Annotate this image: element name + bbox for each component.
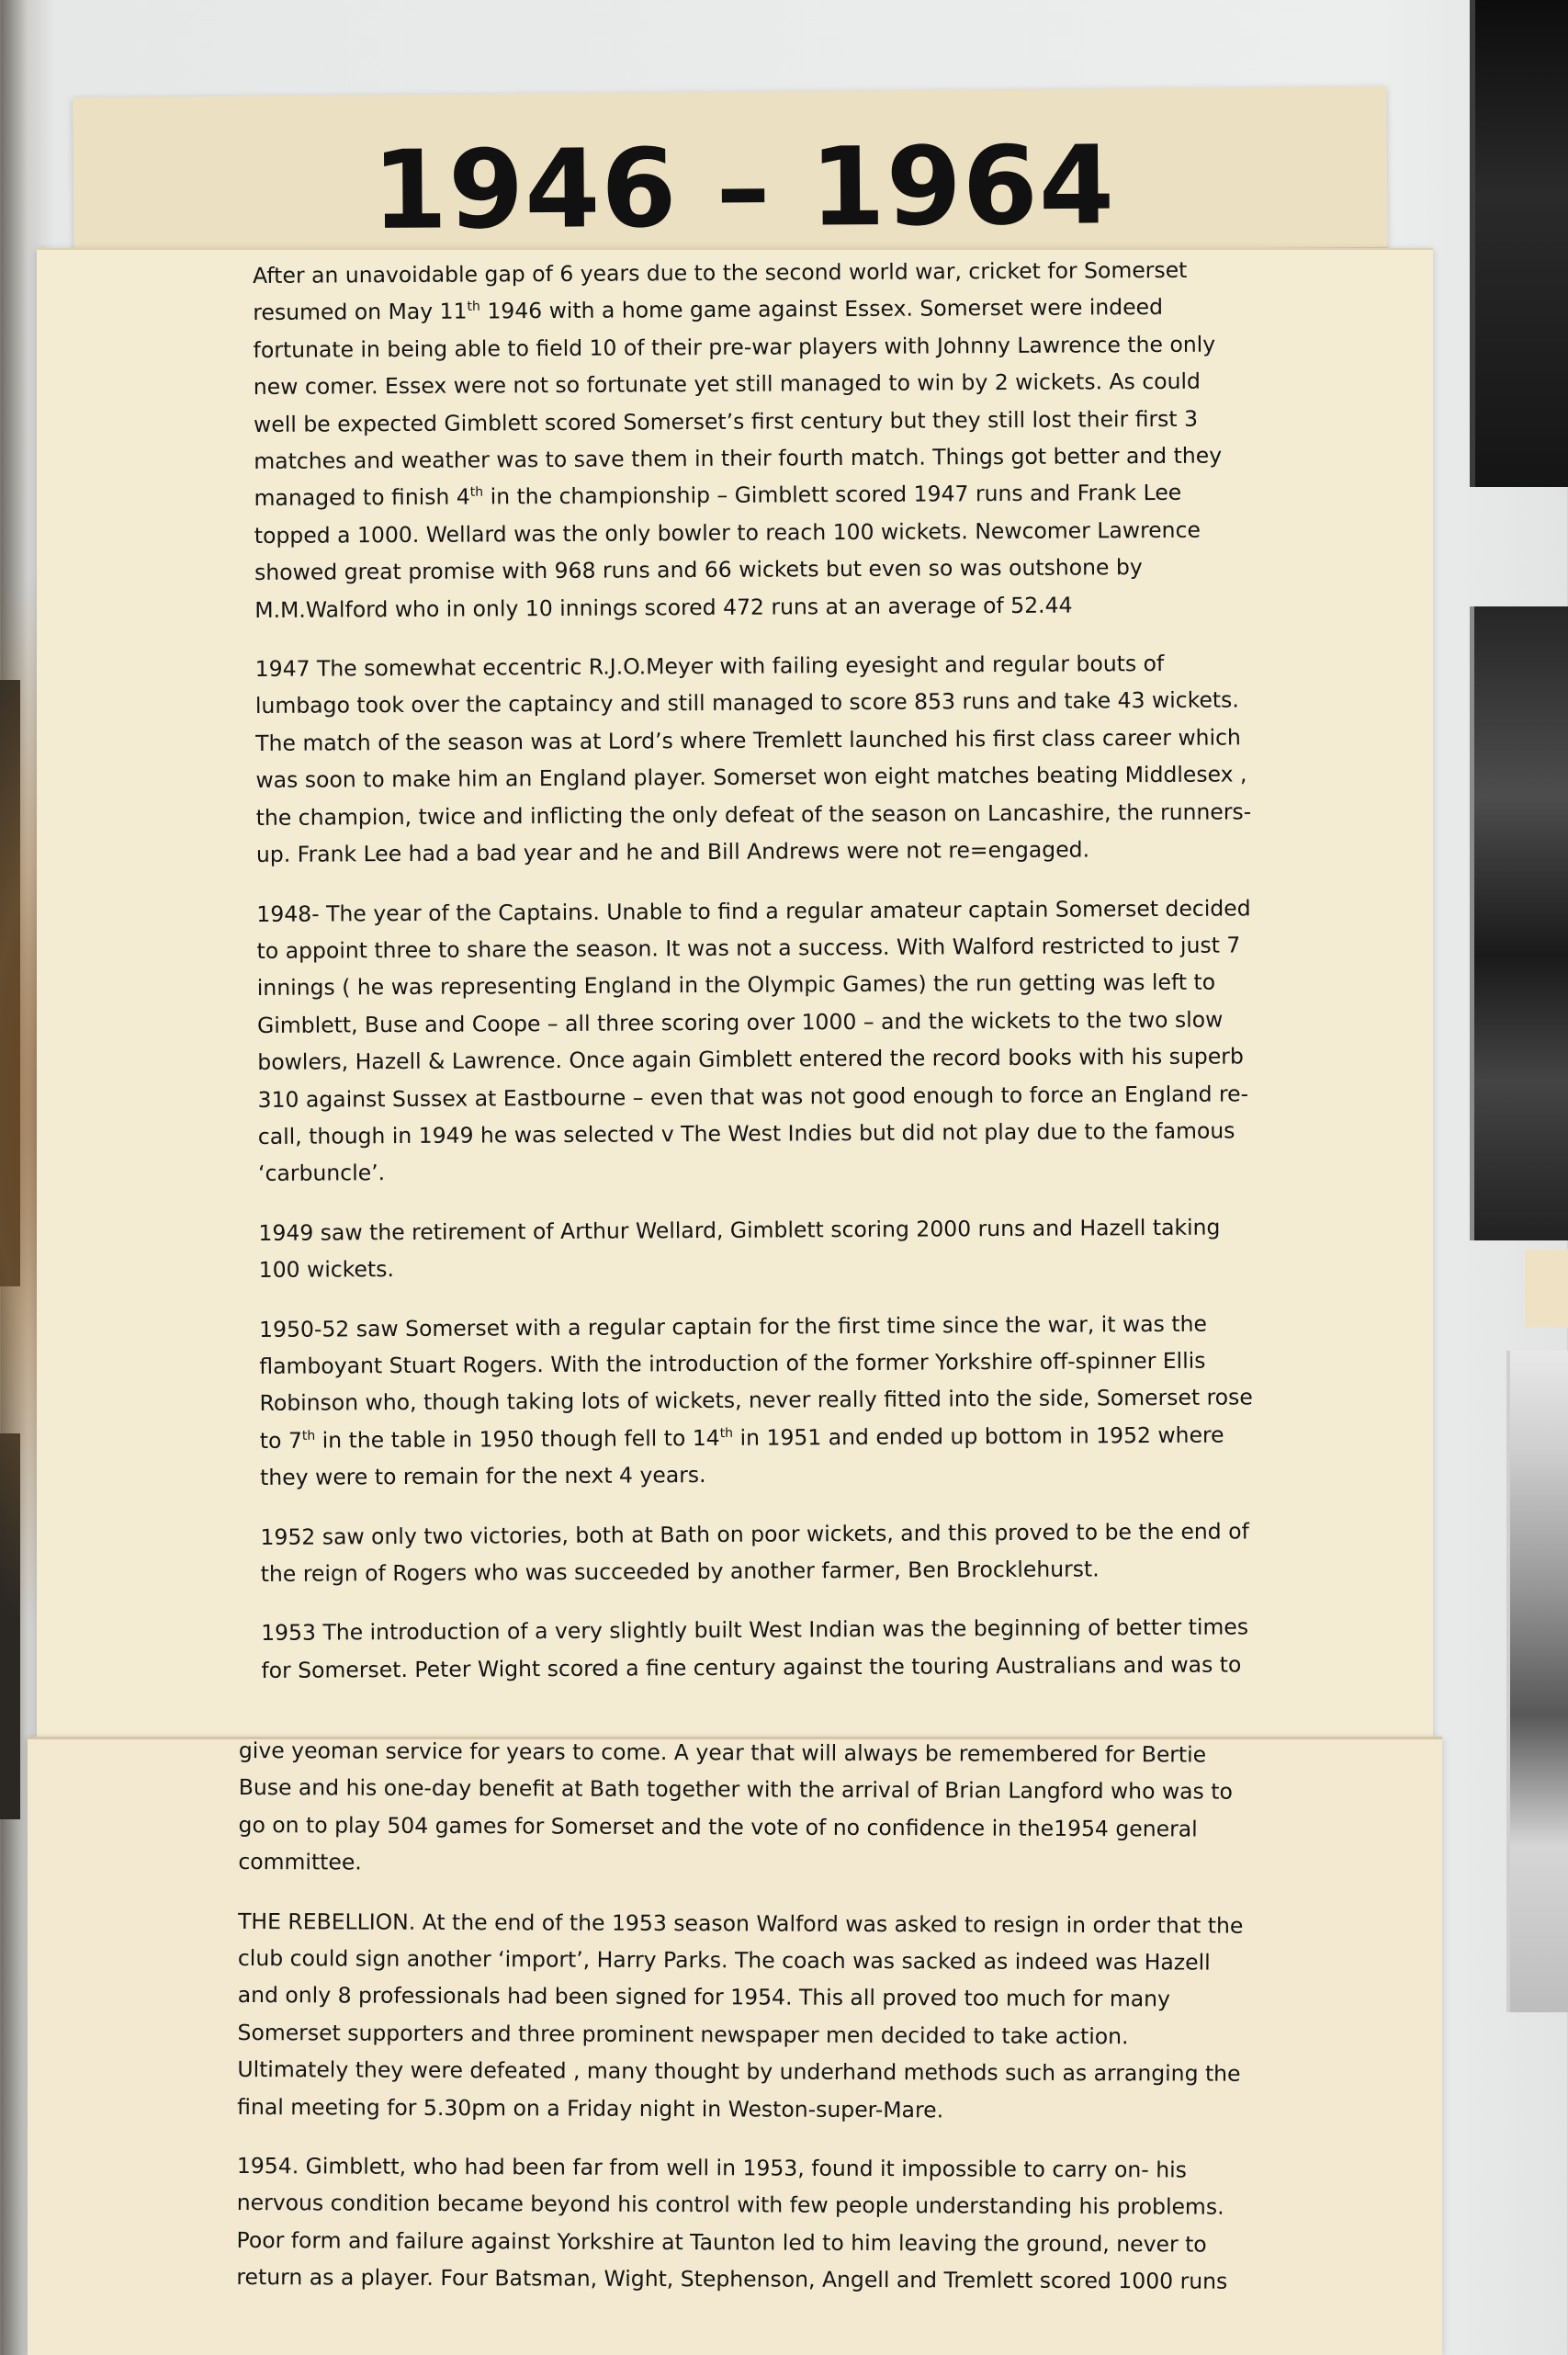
text-line: 100 wickets. [258, 1256, 394, 1284]
text-line: 1948- The year of the Captains. Unable to find a regular amateur captain Somerset decided [256, 894, 1251, 927]
paragraph-1952 [260, 1512, 1256, 1592]
text-line: M.M.Walford who in only 10 innings scored 472 runs at an average of 52.44 [254, 592, 1073, 623]
text-line: new comer. Essex were not so fortunate yet still managed to win by 2 wickets. As could [253, 368, 1201, 401]
text-line: go on to play 504 games for Somerset and the vote of no confidence in the1954 general [238, 1811, 1198, 1842]
text-line: Buse and his one-day benefit at Bath together with the arrival of Brian Langford who was to [238, 1774, 1233, 1806]
text-line: innings ( he was representing England in the Olympic Games) the run getting was left to [256, 968, 1216, 1002]
text-line: return as a player. Four Batsman, Wight, Stephenson, Angell and Tremlett scored 1000 runs [236, 2264, 1228, 2294]
text-line: fortunate in being able to field 10 of their pre-war players with Johnny Lawrence the only [253, 331, 1216, 363]
paragraph-1953 [261, 1609, 1257, 1689]
text-line: committee. [238, 1849, 362, 1875]
text-line: to appoint three to share the season. It was not a success. With Walford restricted to just 7 [256, 932, 1241, 964]
text-line: Gimblett, Buse and Coope – all three scoring over 1000 – and the wickets to the two slow [257, 1006, 1224, 1038]
text-line: final meeting for 5.30pm on a Friday night in Weston-super-Mare. [237, 2093, 944, 2123]
framed-photo-middle-right [1470, 606, 1568, 1240]
paragraph-1954 [236, 2147, 1242, 2300]
photo-caption-card [1525, 1250, 1568, 1328]
text-line: 1949 saw the retirement of Arthur Wellard, Gimblett scoring 2000 runs and Hazell taking [258, 1214, 1221, 1246]
text-line: 1952 saw only two victories, both at Bath on poor wickets, and this proved to be the end of [260, 1517, 1249, 1550]
text-block-upper [253, 251, 1257, 1711]
text-line: lumbago took over the captaincy and still managed to score 853 runs and take 43 wickets. [254, 686, 1239, 719]
text-line: managed to finish 4th in the championship – Gimblett scored 1947 runs and Frank Lee [254, 480, 1182, 512]
text-line: well be expected Gimblett scored Somerset’s first century but they still lost their first 3 [254, 405, 1199, 437]
text-line: up. Frank Lee had a bad year and he and Bill Andrews were not re=engaged. [255, 836, 1090, 868]
text-line: ‘carbuncle’. [258, 1160, 386, 1187]
text-line: 1950-52 saw Somerset with a regular captain for the first time since the war, it was the [259, 1310, 1207, 1342]
text-line: 310 against Sussex at Eastbourne – even that was not good enough to force an England re- [257, 1080, 1249, 1113]
paragraph-1948 [256, 889, 1253, 1193]
text-line: call, though in 1949 he was selected v The West Indies but did not play due to the famous [257, 1117, 1235, 1149]
paragraph-rebellion [237, 1903, 1243, 2130]
text-line: the champion, twice and inflicting the only defeat of the season on Lancashire, the runners- [255, 798, 1252, 831]
paragraph-1947 [255, 644, 1252, 873]
text-line: 1954. Gimblett, who had been far from well in 1953, found it impossible to carry on- his [236, 2153, 1187, 2183]
text-line: to 7th in the table in 1950 though fell to 14th in 1951 and ended up bottom in 1952 where [259, 1421, 1224, 1454]
text-line: the reign of Rogers who was succeeded by another farmer, Ben Brocklehurst. [260, 1556, 1100, 1587]
framed-photo-top-right [1470, 0, 1568, 487]
text-line: was soon to make him an England player. Somerset won eight matches beating Middlesex , [255, 761, 1247, 794]
text-line: Somerset supporters and three prominent newspaper men decided to take action. [237, 2019, 1129, 2050]
text-line: 1947 The somewhat eccentric R.J.O.Meyer with failing eyesight and regular bouts of [254, 651, 1165, 683]
text-line: and only 8 professionals had been signed for 1954. This all proved too much for many [237, 1982, 1171, 2012]
paragraph-1953-continued [238, 1732, 1244, 1885]
text-line: they were to remain for the next 4 years. [260, 1462, 706, 1491]
left-photo-frame [0, 1433, 20, 1819]
paragraph-1949 [258, 1208, 1254, 1288]
text-line: give yeoman service for years to come. A year that will always be remembered for Bertie [238, 1738, 1207, 1768]
text-line: Ultimately they were defeated , many thought by underhand methods such as arranging the [237, 2056, 1241, 2088]
text-line: The match of the season was at Lord’s where Tremlett launched his first class career which [255, 724, 1241, 756]
text-block-lower [236, 1732, 1244, 2322]
text-line: showed great promise with 968 runs and 66 wickets but even so was outshone by [254, 554, 1143, 586]
left-photo-frame [0, 680, 20, 1286]
text-line: Robinson who, though taking lots of wickets, never really fitted into the side, Somerset rose [259, 1384, 1253, 1417]
text-line: club could sign another ‘import’, Harry Parks. The coach was sacked as indeed was Hazell [237, 1945, 1211, 1976]
paragraph-1946 [253, 251, 1250, 628]
text-line: 1953 The introduction of a very slightly built West Indian was the beginning of better times [261, 1613, 1249, 1647]
text-line: matches and weather was to save them in their fourth match. Things got better and they [254, 442, 1223, 475]
text-line: bowlers, Hazell & Lawrence. Once again Gimblett entered the record books with his superb [257, 1043, 1244, 1076]
text-line: resumed on May 11th 1946 with a home game against Essex. Somerset were indeed [253, 294, 1164, 326]
page-title: 1946 – 1964 [371, 121, 1116, 254]
text-line: flamboyant Stuart Rogers. With the introduction of the former Yorkshire off-spinner Ellis [259, 1347, 1206, 1379]
text-line: topped a 1000. Wellard was the only bowler to reach 100 wickets. Newcomer Lawrence [254, 516, 1201, 549]
text-line: nervous condition became beyond his control with few people understanding his problems. [236, 2190, 1224, 2221]
framed-photo-bottom-right [1506, 1351, 1568, 2012]
paragraph-1950-52 [259, 1305, 1256, 1497]
text-line: After an unavoidable gap of 6 years due to the second world war, cricket for Somerset [253, 256, 1188, 289]
text-line: for Somerset. Peter Wight scored a fine century against the touring Australians and was to [261, 1651, 1242, 1683]
text-line: THE REBELLION. At the end of the 1953 season Walford was asked to resign in order that the [238, 1908, 1244, 1939]
text-line: Poor form and failure against Yorkshire at Taunton led to him leaving the ground, never to [236, 2226, 1207, 2258]
